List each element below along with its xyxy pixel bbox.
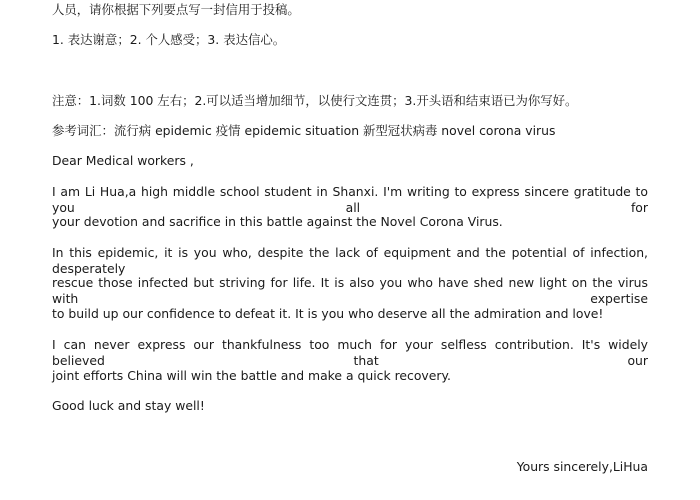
letter-line: rescue those infected but striving for life. It is also you who have shed new light on the virus with expertise	[52, 275, 648, 306]
letter-line: In this epidemic, it is you who, despite the lack of equipment and the potential of infection, desperately	[52, 245, 648, 276]
intro-line: 人员，请你根据下列要点写一封信用于投稿。	[52, 2, 300, 17]
writing-notes: 注意：1.词数 100 左右；2.可以适当增加细节，以使行文连贯；3.开头语和结束语已为你写好。	[52, 93, 578, 108]
letter-line: I am Li Hua,a high middle school student in Shanxi. I'm writing to express sincere gratitude to you all for	[52, 184, 648, 215]
writing-points: 1. 表达谢意；2. 个人感受；3. 表达信心。	[52, 32, 286, 47]
letter-salutation: Dear Medical workers ,	[52, 153, 194, 168]
reference-vocabulary: 参考词汇：流行病 epidemic 疫情 epidemic situation 新型冠状病毒 novel corona virus	[52, 123, 556, 138]
letter-line: I can never express our thankfulness too much for your selfless contribution. It's widely believed that our	[52, 337, 648, 368]
letter-signature: Yours sincerely,LiHua	[516, 459, 648, 474]
letter-line: your devotion and sacrifice in this battle against the Novel Corona Virus.	[52, 214, 503, 229]
letter-line: to build up our confidence to defeat it. It is you who deserve all the admiration and love!	[52, 306, 604, 321]
letter-closing: Good luck and stay well!	[52, 398, 205, 413]
letter-line: joint efforts China will win the battle and make a quick recovery.	[52, 368, 451, 383]
